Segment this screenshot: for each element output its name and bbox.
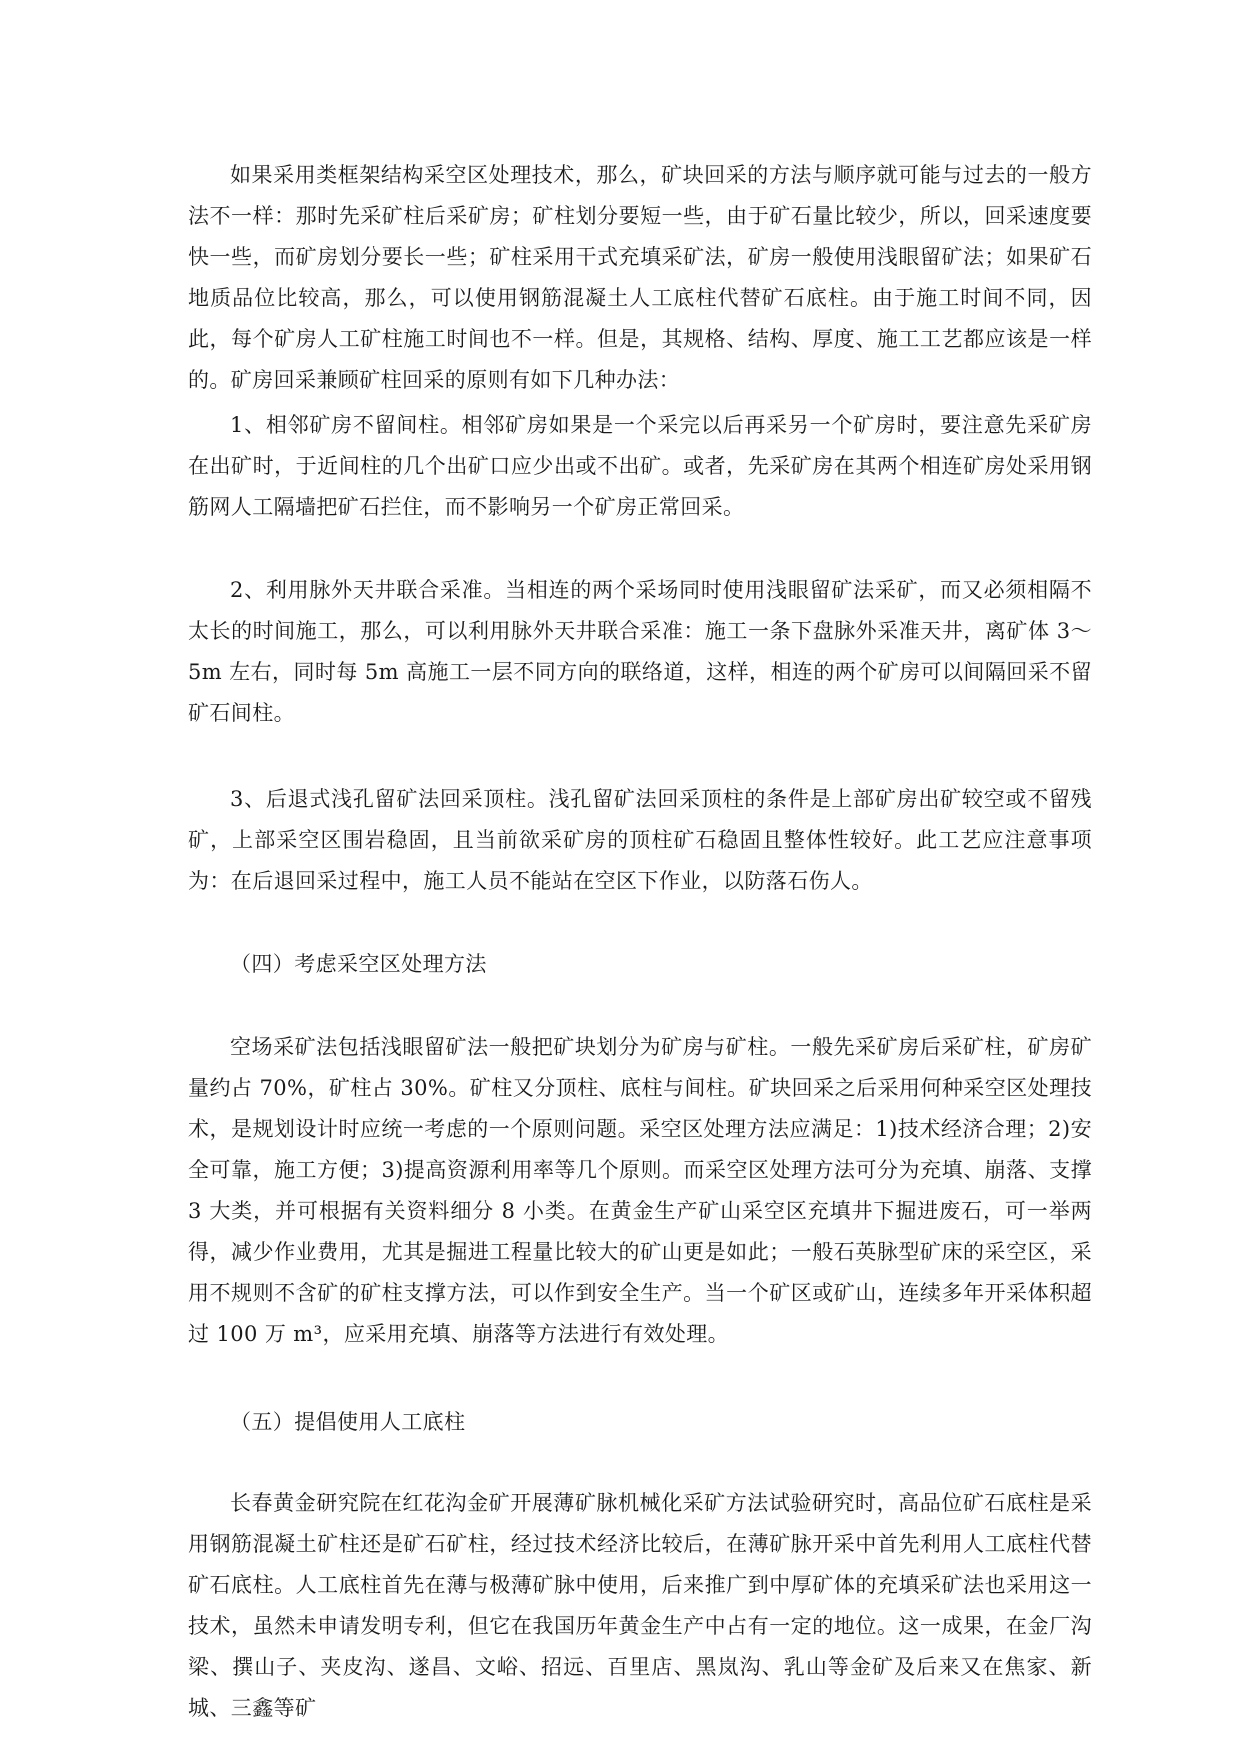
- paragraph-changchun-research-institute: 长春黄金研究院在红花沟金矿开展薄矿脉机械化采矿方法试验研究时，高品位矿石底柱是采用钢筋混凝土矿柱还是矿石矿柱，经过技术经济比较后，在薄矿脉开采中首先利用人工底柱代替矿石底柱。人工底柱首先在薄与极薄矿脉中使用，后来推广到中厚矿体的充填采矿法也采用这一技术，虽然未申请发明专利，但它在我国历年黄金生产中占有一定的地位。这一成果，在金厂沟梁、撰山子、夹皮沟、遂昌、文峪、招远、百里店、黑岚沟、乳山等金矿及后来又在焦家、新城、三鑫等矿: [188, 1491, 1092, 1720]
- paragraph-frame-structure-mining: 如果采用类框架结构采空区处理技术，那么，矿块回采的方法与顺序就可能与过去的一般方法不一样：那时先采矿柱后采矿房；矿柱划分要短一些，由于矿石量比较少，所以，回采速度要快一些，而矿房划分要长一些；矿柱采用干式充填采矿法，矿房一般使用浅眼留矿法；如果矿石地质品位比较高，那么，可以使用钢筋混凝土人工底柱代替矿石底柱。由于施工时间不同，因此，每个矿房人工矿柱施工时间也不一样。但是，其规格、结构、厚度、施工工艺都应该是一样的。矿房回采兼顾矿柱回采的原则有如下几种办法：: [188, 163, 1092, 392]
- section-heading-artificial-bottom-pillar: （五）提倡使用人工底柱: [230, 1410, 466, 1434]
- paragraph-raise-joint-development: 2、利用脉外天井联合采准。当相连的两个采场同时使用浅眼留矿法采矿，而又必须相隔不太长的时间施工，那么，可以利用脉外天井联合采准：施工一条下盘脉外采准天井，离矿体 3～5m 左右，同时每 5m 高施工一层不同方向的联络道，这样，相连的两个矿房可以间隔回采不留矿石间柱。: [188, 578, 1092, 725]
- paragraph-open-stope-goaf-treatment: 空场采矿法包括浅眼留矿法一般把矿块划分为矿房与矿柱。一般先采矿房后采矿柱，矿房矿量约占 70%，矿柱占 30%。矿柱又分顶柱、底柱与间柱。矿块回采之后采用何种采空区处理技术，是规划设计时应统一考虑的一个原则问题。采空区处理方法应满足：1)技术经济合理；2)安全可靠，施工方便；3)提高资源利用率等几个原则。而采空区处理方法可分为充填、崩落、支撑 3 大类，并可根据有关资料细分 8 小类。在黄金生产矿山采空区充填井下掘进废石，可一举两得，减少作业费用，尤其是掘进工程量比较大的矿山更是如此；一般石英脉型矿床的采空区，采用不规则不含矿的矿柱支撑方法，可以作到安全生产。当一个矿区或矿山，连续多年开采体积超过 100 万 m³，应采用充填、崩落等方法进行有效处理。: [188, 1035, 1092, 1346]
- section-heading-goaf-treatment: （四）考虑采空区处理方法: [230, 952, 487, 976]
- paragraph-retreat-shrinkage-crown-pillar: 3、后退式浅孔留矿法回采顶柱。浅孔留矿法回采顶柱的条件是上部矿房出矿较空或不留残矿，上部采空区围岩稳固，且当前欲采矿房的顶柱矿石稳固且整体性较好。此工艺应注意事项为：在后退回采过程中，施工人员不能站在空区下作业，以防落石伤人。: [188, 787, 1092, 893]
- paragraph-adjacent-rooms-no-pillar: 1、相邻矿房不留间柱。相邻矿房如果是一个采完以后再采另一个矿房时，要注意先采矿房在出矿时，于近间柱的几个出矿口应少出或不出矿。或者，先采矿房在其两个相连矿房处采用钢筋网人工隔墙把矿石拦住，而不影响另一个矿房正常回采。: [188, 413, 1092, 519]
